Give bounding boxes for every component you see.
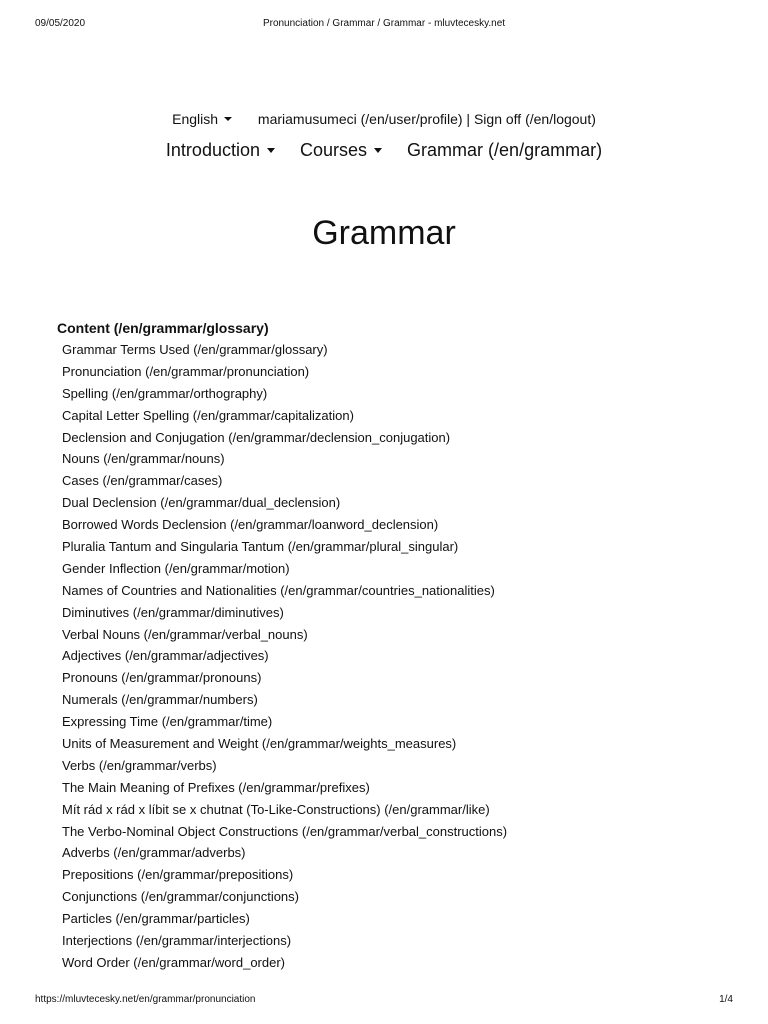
toc-item[interactable]: Nouns (/en/grammar/nouns) <box>62 451 225 467</box>
toc-item[interactable]: Diminutives (/en/grammar/diminutives) <box>62 604 284 620</box>
footer-url: https://mluvtecesky.net/en/grammar/pronunciation <box>35 994 256 1005</box>
user-bar <box>0 111 768 127</box>
toc-item[interactable]: Verbs (/en/grammar/verbs) <box>62 757 217 773</box>
toc-item[interactable]: Capital Letter Spelling (/en/grammar/capitalization) <box>62 407 354 423</box>
toc-item[interactable]: Adjectives (/en/grammar/adjectives) <box>62 648 269 664</box>
grammar-toc <box>62 339 507 974</box>
nav-introduction-label: Introduction <box>165 140 260 160</box>
language-dropdown[interactable] <box>172 111 232 127</box>
caret-down-icon <box>374 148 382 153</box>
print-header <box>0 18 768 30</box>
content-heading-link[interactable]: Content (/en/grammar/glossary) <box>57 320 269 336</box>
caret-down-icon <box>224 117 232 121</box>
toc-item[interactable]: Conjunctions (/en/grammar/conjunctions) <box>62 889 299 905</box>
toc-item[interactable]: The Main Meaning of Prefixes (/en/grammar/prefixes) <box>62 779 370 795</box>
toc-item[interactable]: Declension and Conjugation (/en/grammar/declension_conjugation) <box>62 429 451 445</box>
toc-item[interactable]: Interjections (/en/grammar/interjections) <box>62 933 292 949</box>
toc-item[interactable]: Gender Inflection (/en/grammar/motion) <box>62 560 290 576</box>
language-label: English <box>172 111 219 127</box>
caret-down-icon <box>267 148 275 153</box>
toc-item[interactable]: Pronunciation (/en/grammar/pronunciation) <box>62 363 310 379</box>
toc-item[interactable]: Borrowed Words Declension (/en/grammar/loanword_declension) <box>62 517 439 533</box>
toc-item[interactable]: Grammar Terms Used (/en/grammar/glossary) <box>62 342 328 357</box>
toc-item[interactable]: Pronouns (/en/grammar/pronouns) <box>62 670 262 686</box>
toc-item[interactable]: Prepositions (/en/grammar/prepositions) <box>62 867 294 883</box>
page-title: Grammar <box>312 214 456 252</box>
nav-courses-label: Courses <box>300 140 368 160</box>
nav-courses[interactable] <box>300 140 382 160</box>
toc-item[interactable]: Names of Countries and Nationalities (/en/grammar/countries_nationalities) <box>62 582 495 598</box>
toc-item[interactable]: Units of Measurement and Weight (/en/grammar/weights_measures) <box>62 736 457 752</box>
nav-grammar[interactable]: Grammar (/en/grammar) <box>407 140 603 160</box>
print-page-title: Pronunciation / Grammar / Grammar - mluvtecesky.net <box>262 18 506 29</box>
toc-item[interactable]: The Verbo-Nominal Object Constructions (/en/grammar/verbal_constructions) <box>62 823 508 839</box>
footer-page-number: 1/4 <box>719 994 733 1005</box>
nav-introduction[interactable] <box>166 140 275 160</box>
main-nav <box>0 140 768 161</box>
toc-item[interactable]: Dual Declension (/en/grammar/dual_declension) <box>62 495 341 511</box>
toc-item[interactable]: Mít rád x rád x líbit se x chutnat (To-Like-Constructions) (/en/grammar/like) <box>62 801 490 817</box>
toc-item[interactable]: Spelling (/en/grammar/orthography) <box>62 385 268 401</box>
toc-item[interactable]: Particles (/en/grammar/particles) <box>62 911 250 927</box>
print-date: 09/05/2020 <box>35 18 86 29</box>
toc-item[interactable]: Verbal Nouns (/en/grammar/verbal_nouns) <box>62 626 308 642</box>
toc-item[interactable]: Cases (/en/grammar/cases) <box>62 473 223 489</box>
toc-item[interactable]: Word Order (/en/grammar/word_order) <box>62 954 285 970</box>
toc-item[interactable]: Numerals (/en/grammar/numbers) <box>62 692 258 708</box>
toc-item[interactable]: Pluralia Tantum and Singularia Tantum (/en/grammar/plural_singular) <box>62 539 459 555</box>
toc-item[interactable]: Adverbs (/en/grammar/adverbs) <box>62 845 246 861</box>
user-links[interactable]: mariamusumeci (/en/user/profile) | Sign off (/en/logout) <box>257 111 596 127</box>
toc-item[interactable]: Expressing Time (/en/grammar/time) <box>62 714 273 730</box>
